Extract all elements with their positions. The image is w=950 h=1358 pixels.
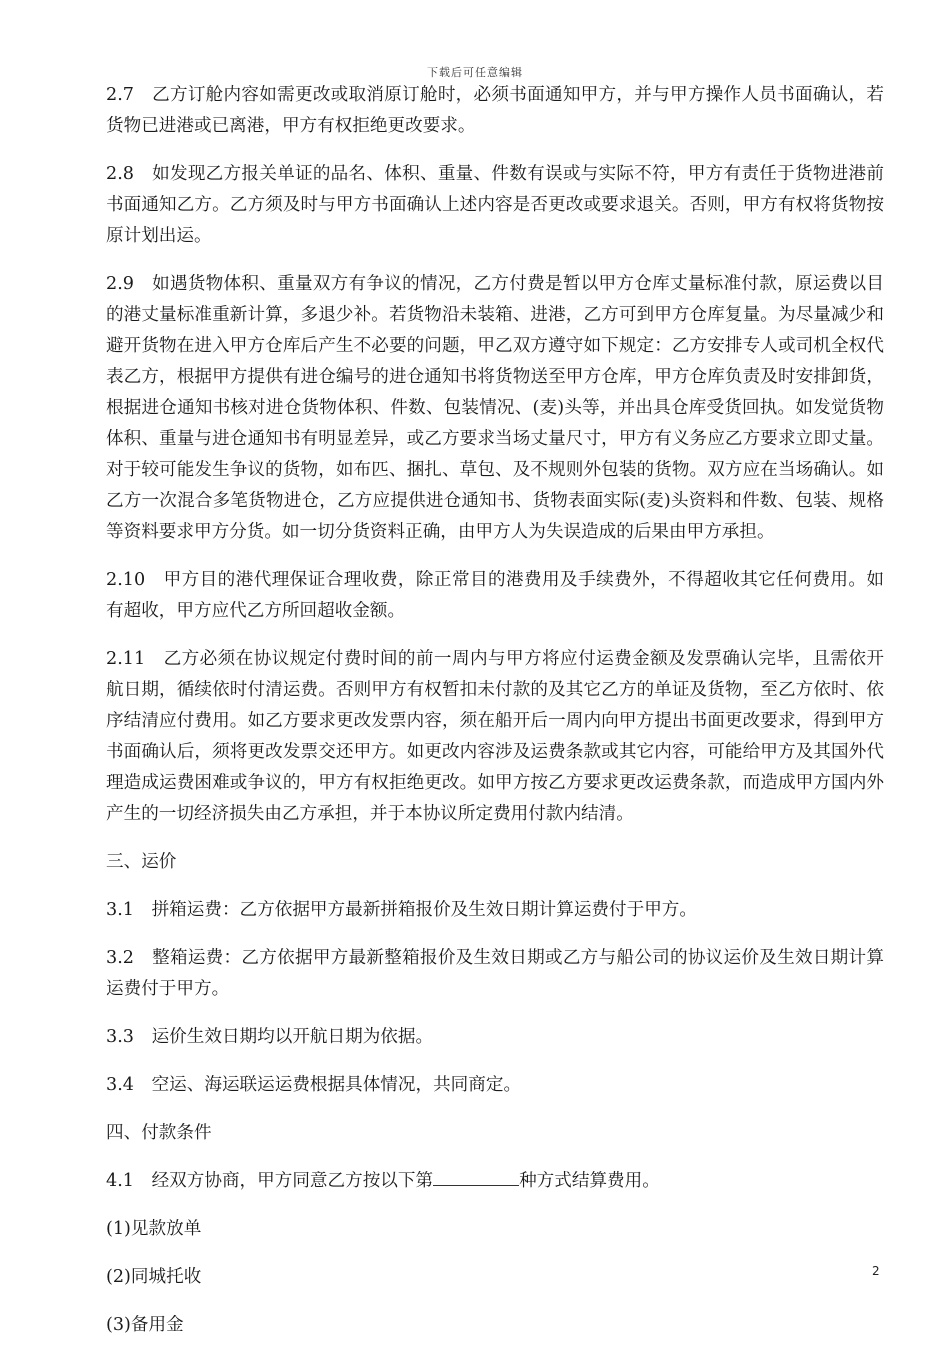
page-number: 2 [872,1264,880,1278]
section-heading-4: 四、付款条件 [106,1123,212,1143]
payment-option-3: (3)备用金 [106,1315,184,1335]
clause-3-3: 3.3 运价生效日期均以开航日期为依据。 [106,1027,434,1047]
clause-2-8: 2.8 如发现乙方报关单证的品名、体积、重量、件数有误或与实际不符，甲方有责任于货物进港前书面通知乙方。乙方须及时与甲方书面确认上述内容是否更改或要求退关。否则，甲方有权将货物按原计划出运。 [106,164,884,246]
section-heading-3: 三、运价 [106,852,177,872]
clause-2-7: 2.7 乙方订舱内容如需更改或取消原订舱时，必须书面通知甲方，并与甲方操作人员书面确认，若货物已进港或已离港，甲方有权拒绝更改要求。 [106,85,884,136]
fill-in-blank [433,1167,519,1186]
clause-3-4: 3.4 空运、海运联运运费根据具体情况，共同商定。 [106,1075,522,1095]
clause-3-1: 3.1 拼箱运费：乙方依据甲方最新拼箱报价及生效日期计算运费付于甲方。 [106,900,697,920]
clause-2-10: 2.10 甲方目的港代理保证合理收费，除正常目的港费用及手续费外，不得超收其它任何费用。如有超收，甲方应代乙方所回超收金额。 [106,570,884,621]
clause-2-11: 2.11 乙方必须在协议规定付费时间的前一周内与甲方将应付运费金额及发票确认完毕，且需依开航日期，循续依时付清运费。否则甲方有权暂扣未付款的及其它乙方的单证及货物，至乙方依时、依序结清应付费用。如乙方要求更改发票内容，须在船开后一周内向甲方提出书面更改要求，得到甲方书面确认后，须将更改发票交还甲方。如更改内容涉及运费条款或其它内容，可能给甲方及其国外代理造成运费困难或争议的，甲方有权拒绝更改。如甲方按乙方要求更改运费条款，而造成甲方国内外产生的一切经济损失由乙方承担，并于本协议所定费用付款内结清。 [106,649,884,824]
clause-2-9: 2.9 如遇货物体积、重量双方有争议的情况，乙方付费是暂以甲方仓库丈量标准付款，原运费以目的港丈量标准重新计算，多退少补。若货物沿未装箱、进港，乙方可到甲方仓库复量。为尽量减少和避开货物在进入甲方仓库后产生不必要的问题，甲乙双方遵守如下规定：乙方安排专人或司机全权代表乙方，根据甲方提供有进仓编号的进仓通知书将货物送至甲方仓库，甲方仓库负责及时安排卸货，根据进仓通知书核对进仓货物体积、件数、包装情况、(麦)头等，并出具仓库受货回执。如发觉货物体积、重量与进仓通知书有明显差异，或乙方要求当场丈量尺寸，甲方有义务应乙方要求立即丈量。对于较可能发生争议的货物，如布匹、捆扎、草包、及不规则外包装的货物。双方应在当场确认。如乙方一次混合多笔货物进仓，乙方应提供进仓通知书、货物表面实际(麦)头资料和件数、包装、规格等资料要求甲方分货。如一切分货资料正确，由甲方人为失误造成的后果由甲方承担。 [106,274,884,542]
header-note: 下载后可任意编辑 [427,66,523,79]
document-body [106,80,884,1358]
clause-4-1-before: 4.1 经双方协商，甲方同意乙方按以下第 [106,1171,434,1191]
clause-3-2: 3.2 整箱运费：乙方依据甲方最新整箱报价及生效日期或乙方与船公司的协议运价及生效日期计算运费付于甲方。 [106,948,884,999]
payment-option-2: (2)同城托收 [106,1267,202,1287]
clause-4-1-after: 种方式结算费用。 [519,1171,660,1191]
clause-4-1 [106,1166,884,1197]
payment-option-1: (1)见款放单 [106,1219,202,1239]
